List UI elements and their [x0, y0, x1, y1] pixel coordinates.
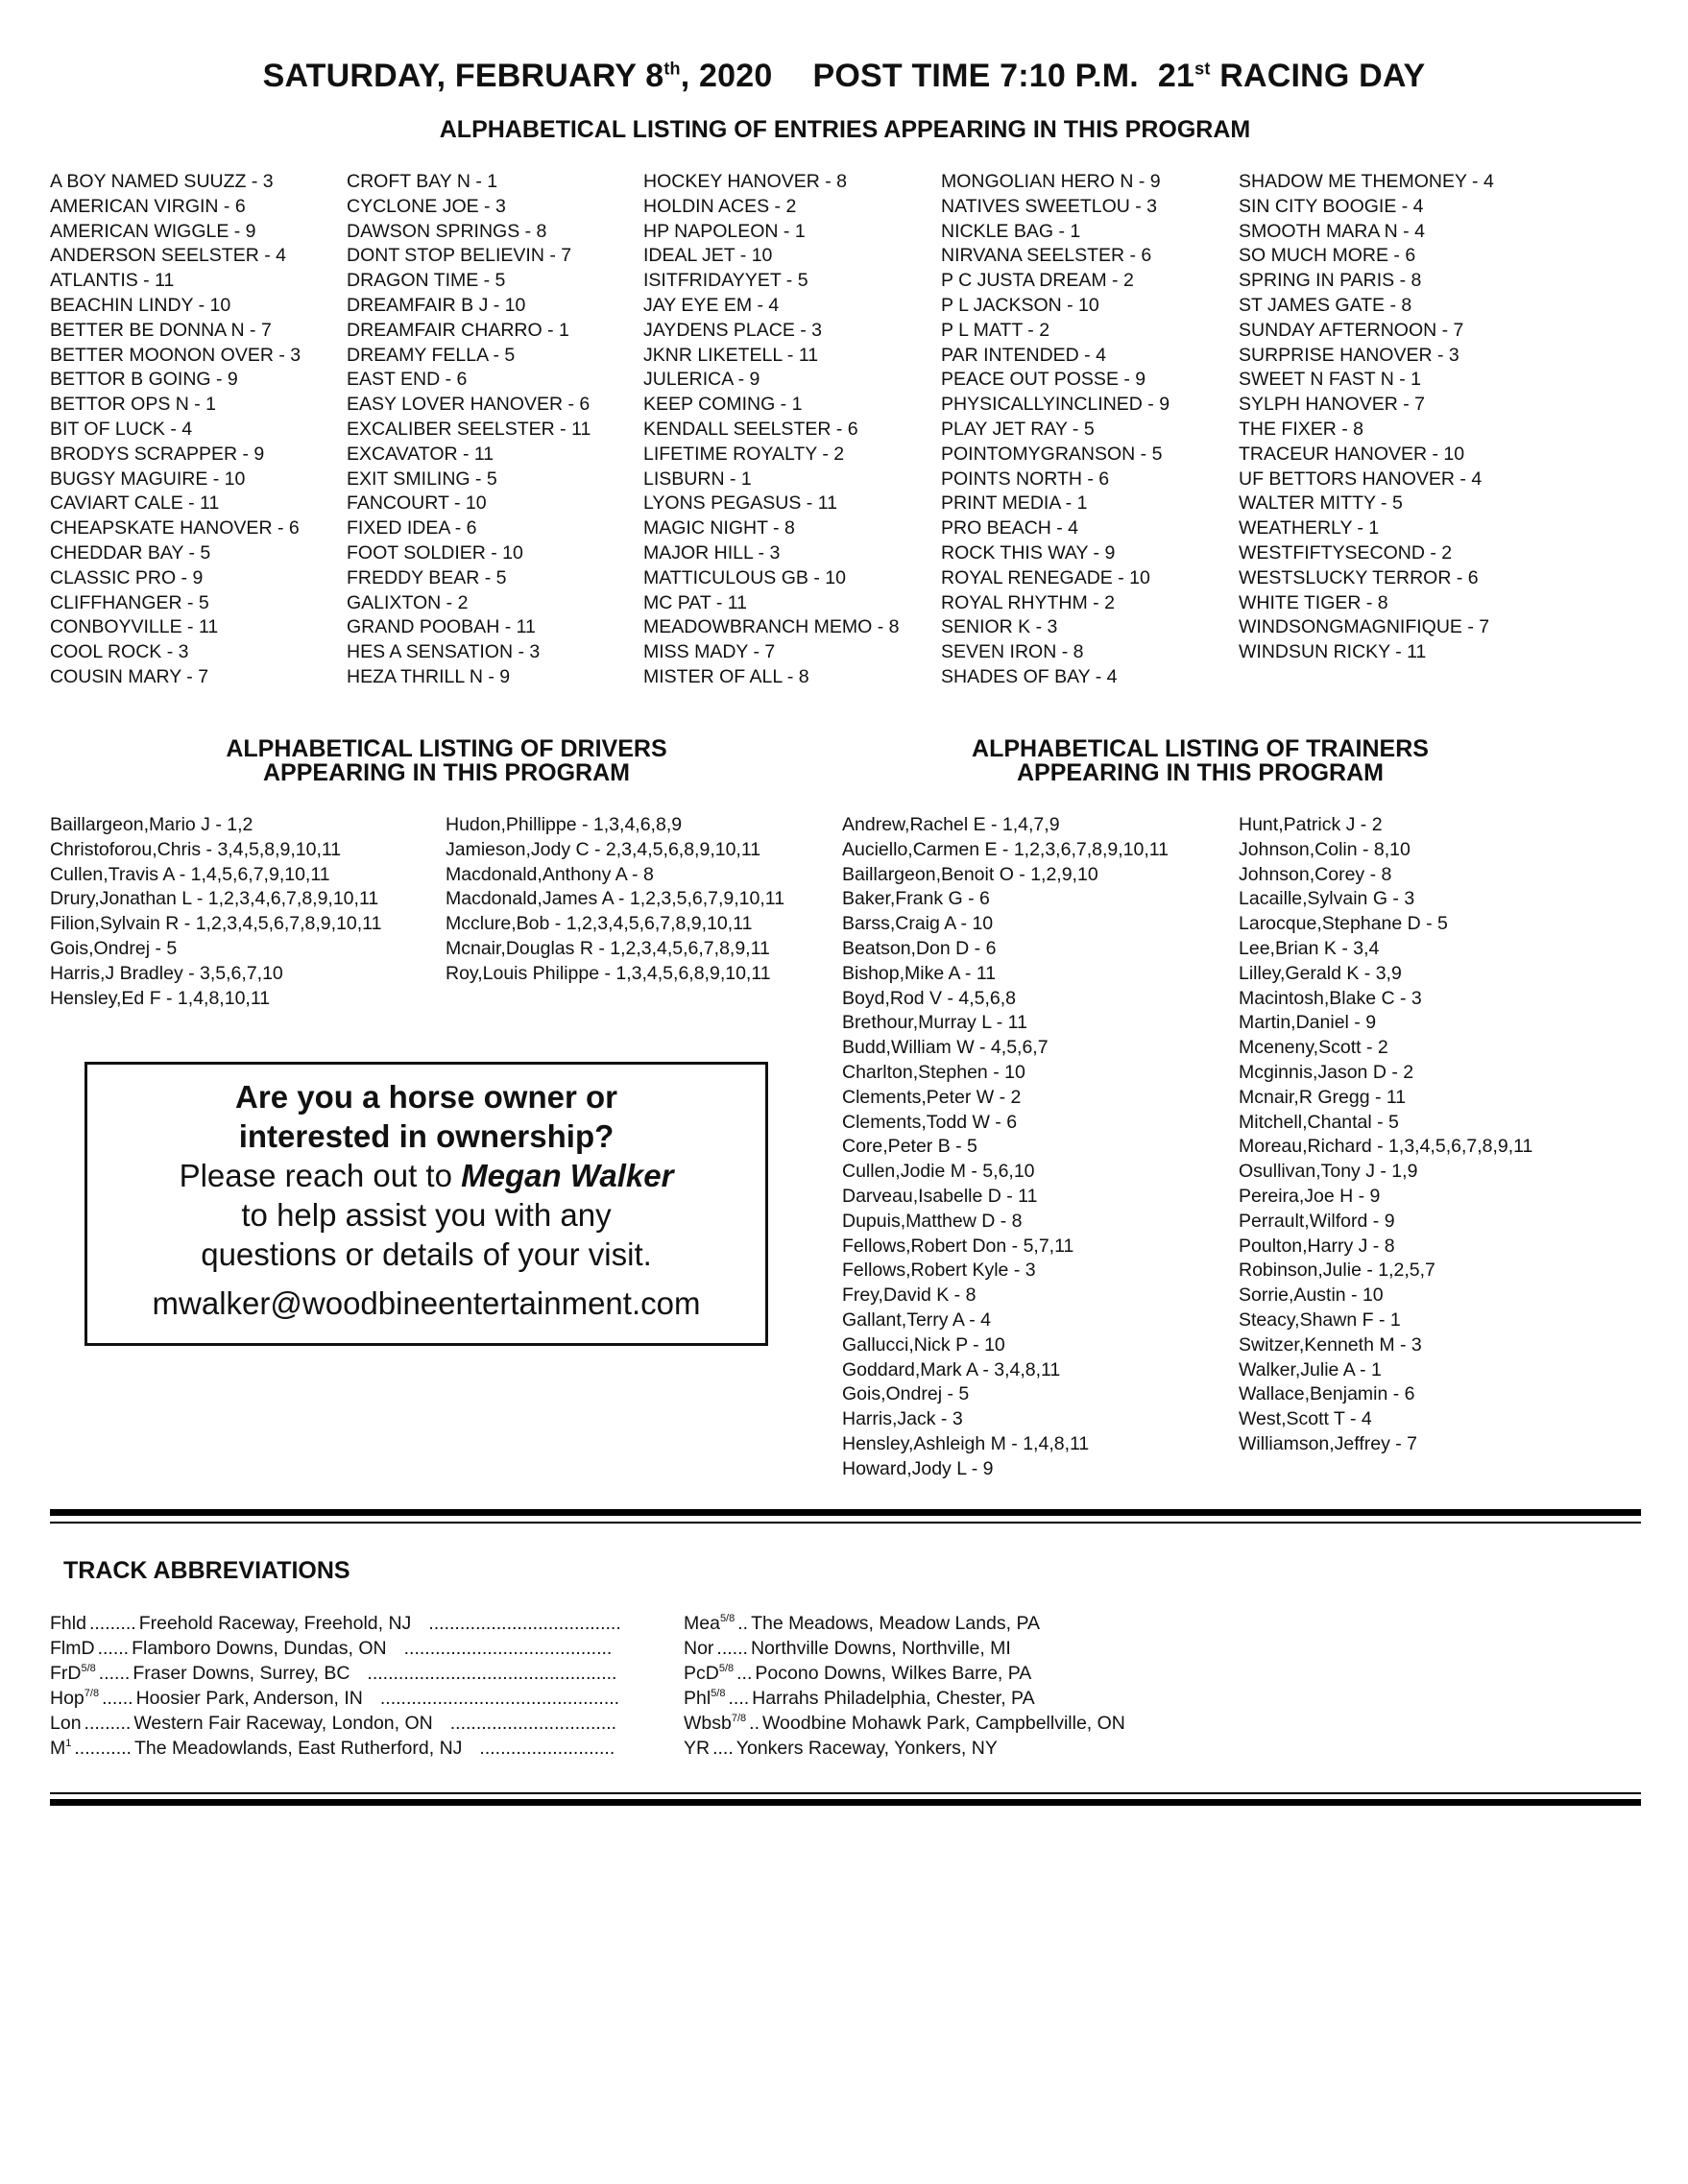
entry-item: SUNDAY AFTERNOON - 7: [1239, 319, 1464, 341]
entry-item: CLIFFHANGER - 5: [50, 591, 209, 613]
entry-item: CHEAPSKATE HANOVER - 6: [50, 517, 300, 540]
track-code: Fhld: [50, 1613, 86, 1634]
track-name: Woodbine Mohawk Park, Campbellville, ON: [762, 1713, 1125, 1734]
entry-item: MC PAT - 11: [643, 591, 747, 613]
entry-item: BETTER MOONON OVER - 3: [50, 344, 301, 366]
entry-item: WHITE TIGER - 8: [1239, 591, 1388, 613]
entry-item: FREDDY BEAR - 5: [347, 566, 507, 588]
track-code: FrD: [50, 1663, 82, 1684]
trainer-item: Williamson,Jeffrey - 7: [1239, 1432, 1418, 1454]
track-row: [50, 1688, 619, 1710]
entry-item: DREAMFAIR CHARRO - 1: [347, 319, 569, 341]
leader-dots: ......: [716, 1638, 748, 1659]
track-name: Freehold Raceway, Freehold, NJ: [138, 1613, 412, 1634]
trainer-item: Johnson,Corey - 8: [1239, 863, 1392, 885]
track-size: 1: [65, 1738, 72, 1749]
entry-item: NICKLE BAG - 1: [941, 220, 1081, 242]
entry-item: SPRING IN PARIS - 8: [1239, 270, 1422, 292]
leader-dots: ...........: [74, 1738, 132, 1759]
driver-item: Hudon,Phillippe - 1,3,4,6,8,9: [446, 814, 683, 835]
trainer-item: West,Scott T - 4: [1239, 1408, 1372, 1430]
track-name: Northville Downs, Northville, MI: [750, 1638, 1011, 1659]
trainer-item: Core,Peter B - 5: [842, 1136, 977, 1158]
entry-item: DONT STOP BELIEVIN - 7: [347, 245, 572, 267]
entries-column-4: [941, 170, 1170, 690]
track-row: [50, 1663, 616, 1685]
entry-item: FANCOURT - 10: [347, 492, 487, 515]
entry-item: PAR INTENDED - 4: [941, 344, 1106, 366]
trainer-item: Osullivan,Tony J - 1,9: [1239, 1161, 1418, 1183]
entry-item: FOOT SOLDIER - 10: [347, 541, 523, 564]
trainer-item: Dupuis,Matthew D - 8: [842, 1210, 1023, 1232]
entry-item: BIT OF LUCK - 4: [50, 418, 193, 440]
track-code: PcD: [684, 1663, 719, 1684]
track-name: Pocono Downs, Wilkes Barre, PA: [755, 1663, 1032, 1684]
owner-box-line5: questions or details of your visit.: [201, 1236, 652, 1272]
track-code: Hop: [50, 1688, 84, 1709]
entry-item: SHADES OF BAY - 4: [941, 665, 1118, 687]
entry-item: JKNR LIKETELL - 11: [643, 344, 819, 366]
trainer-item: Macintosh,Blake C - 3: [1239, 987, 1422, 1009]
trainer-item: Boyd,Rod V - 4,5,6,8: [842, 987, 1017, 1009]
entry-item: PLAY JET RAY - 5: [941, 418, 1095, 440]
entry-item: BETTER BE DONNA N - 7: [50, 319, 272, 341]
trainer-item: Martin,Daniel - 9: [1239, 1012, 1377, 1034]
owner-box-line3: Please reach out to Megan Walker: [179, 1158, 674, 1193]
divider-bottom-thin: [50, 1792, 1641, 1794]
trainer-item: Steacy,Shawn F - 1: [1239, 1308, 1401, 1331]
track-name: Hoosier Park, Anderson, IN: [135, 1688, 363, 1709]
entry-item: MEADOWBRANCH MEMO - 8: [643, 616, 900, 638]
trainer-item: Auciello,Carmen E - 1,2,3,6,7,8,9,10,11: [842, 838, 1170, 860]
owner-box-line1: Are you a horse owner or: [235, 1079, 617, 1115]
entry-item: IDEAL JET - 10: [643, 245, 773, 267]
trainer-item: Poulton,Harry J - 8: [1239, 1235, 1395, 1257]
drivers-column-1: [50, 813, 381, 1011]
track-abbreviations-heading: TRACK ABBREVIATIONS: [63, 1557, 350, 1584]
track-code: Lon: [50, 1713, 82, 1734]
leader-dots: .....................................: [428, 1613, 621, 1634]
track-size: 7/8: [731, 1713, 747, 1724]
trainer-item: Mceneny,Scott - 2: [1239, 1037, 1388, 1059]
entry-item: ROYAL RHYTHM - 2: [941, 591, 1115, 613]
track-size: 5/8: [81, 1663, 96, 1674]
driver-item: Cullen,Travis A - 1,4,5,6,7,9,10,11: [50, 863, 330, 885]
driver-item: Filion,Sylvain R - 1,2,3,4,5,6,7,8,9,10,11: [50, 913, 382, 935]
leader-dots: ..: [737, 1613, 749, 1634]
trainer-item: Harris,Jack - 3: [842, 1408, 963, 1430]
entry-item: WESTSLUCKY TERROR - 6: [1239, 566, 1479, 588]
trainer-item: Walker,Julie A - 1: [1239, 1358, 1382, 1380]
entry-item: JAYDENS PLACE - 3: [643, 319, 823, 341]
track-size: 5/8: [718, 1663, 735, 1674]
trainers-column-2: [1239, 813, 1532, 1457]
track-size: 7/8: [84, 1688, 100, 1699]
entry-item: LIFETIME ROYALTY - 2: [643, 443, 845, 465]
track-name: Flamboro Downs, Dundas, ON: [132, 1638, 387, 1659]
contact-email-link[interactable]: mwalker@woodbineentertainment.com: [152, 1285, 701, 1321]
leader-dots: ........................................: [403, 1638, 613, 1659]
entry-item: SURPRISE HANOVER - 3: [1239, 344, 1459, 366]
entry-item: SEVEN IRON - 8: [941, 641, 1084, 663]
entry-item: COUSIN MARY - 7: [50, 665, 209, 687]
trainer-item: Gallant,Terry A - 4: [842, 1308, 991, 1331]
entry-item: UF BETTORS HANOVER - 4: [1239, 468, 1483, 490]
entry-item: WEATHERLY - 1: [1239, 517, 1380, 540]
drivers-column-2: [446, 813, 784, 987]
racing-day: 21st RACING DAY: [1157, 58, 1426, 94]
contact-name: Megan Walker: [461, 1158, 674, 1193]
trainer-item: Switzer,Kenneth M - 3: [1239, 1333, 1422, 1356]
entry-item: NIRVANA SEELSTER - 6: [941, 245, 1152, 267]
track-code: Mea: [684, 1613, 720, 1634]
leader-dots: ................................: [449, 1713, 617, 1734]
trainer-item: Darveau,Isabelle D - 11: [842, 1185, 1038, 1207]
trainer-item: Bishop,Mike A - 11: [842, 962, 997, 984]
entry-item: MATTICULOUS GB - 10: [643, 566, 846, 588]
trainer-item: Barss,Craig A - 10: [842, 913, 994, 935]
trainer-item: Clements,Peter W - 2: [842, 1086, 1022, 1108]
entry-item: SYLPH HANOVER - 7: [1239, 394, 1425, 416]
entry-item: HOLDIN ACES - 2: [643, 195, 797, 217]
ownership-info-box: [84, 1062, 768, 1346]
driver-item: Mcnair,Douglas R - 1,2,3,4,5,6,7,8,9,11: [446, 937, 770, 959]
owner-box-line4: to help assist you with any: [241, 1197, 612, 1233]
entry-item: ATLANTIS - 11: [50, 270, 175, 292]
track-name: Harrahs Philadelphia, Chester, PA: [752, 1688, 1035, 1709]
driver-item: Jamieson,Jody C - 2,3,4,5,6,8,9,10,11: [446, 838, 761, 860]
leader-dots: ....: [728, 1688, 750, 1709]
track-code: YR: [684, 1738, 711, 1759]
track-code: Wbsb: [684, 1713, 732, 1734]
entry-item: TRACEUR HANOVER - 10: [1239, 443, 1465, 465]
entry-item: AMERICAN WIGGLE - 9: [50, 220, 256, 242]
entry-item: WESTFIFTYSECOND - 2: [1239, 541, 1453, 564]
trainer-item: Beatson,Don D - 6: [842, 937, 997, 959]
trainer-item: Brethour,Murray L - 11: [842, 1012, 1027, 1034]
track-size: 5/8: [711, 1688, 726, 1699]
owner-box-line2: interested in ownership?: [238, 1118, 615, 1154]
trainer-item: Hensley,Ashleigh M - 1,4,8,11: [842, 1432, 1090, 1454]
trainer-item: Pereira,Joe H - 9: [1239, 1185, 1381, 1207]
entry-item: BUGSY MAGUIRE - 10: [50, 468, 246, 490]
entry-item: ANDERSON SEELSTER - 4: [50, 245, 286, 267]
leader-dots: ......: [102, 1688, 133, 1709]
leader-dots: ..: [749, 1713, 760, 1734]
entry-item: HOCKEY HANOVER - 8: [643, 171, 848, 192]
drivers-heading: ALPHABETICAL LISTING OF DRIVERS APPEARING IN THIS PROGRAM: [226, 735, 667, 786]
entry-item: PRO BEACH - 4: [941, 517, 1079, 540]
leader-dots: .........: [84, 1713, 132, 1734]
leader-dots: ...: [736, 1663, 753, 1684]
driver-item: Macdonald,Anthony A - 8: [446, 863, 654, 885]
entry-item: DREAMY FELLA - 5: [347, 344, 516, 366]
entry-item: EAST END - 6: [347, 369, 468, 391]
trainer-item: Gallucci,Nick P - 10: [842, 1333, 1005, 1356]
entry-item: CONBOYVILLE - 11: [50, 616, 219, 638]
entry-item: DAWSON SPRINGS - 8: [347, 220, 547, 242]
trainer-item: Johnson,Colin - 8,10: [1239, 838, 1411, 860]
entry-item: MISS MADY - 7: [643, 641, 776, 663]
entry-item: CYCLONE JOE - 3: [347, 195, 506, 217]
entry-item: AMERICAN VIRGIN - 6: [50, 195, 246, 217]
trainer-item: Moreau,Richard - 1,3,4,5,6,7,8,9,11: [1239, 1136, 1533, 1158]
entry-item: SMOOTH MARA N - 4: [1239, 220, 1425, 242]
entry-item: ISITFRIDAYYET - 5: [643, 270, 808, 292]
trainer-item: Fellows,Robert Kyle - 3: [842, 1260, 1036, 1282]
trainer-item: Mcginnis,Jason D - 2: [1239, 1061, 1414, 1083]
driver-item: Hensley,Ed F - 1,4,8,10,11: [50, 987, 271, 1009]
leader-dots: ................................................: [367, 1663, 617, 1684]
trainer-item: Wallace,Benjamin - 6: [1239, 1383, 1415, 1405]
entry-item: EASY LOVER HANOVER - 6: [347, 394, 591, 416]
trainer-item: Goddard,Mark A - 3,4,8,11: [842, 1358, 1061, 1380]
trainer-item: Charlton,Stephen - 10: [842, 1061, 1025, 1083]
trainer-item: Lee,Brian K - 3,4: [1239, 937, 1380, 959]
trainer-item: Andrew,Rachel E - 1,4,7,9: [842, 814, 1060, 835]
entry-item: KEEP COMING - 1: [643, 394, 803, 416]
track-row: [684, 1713, 1125, 1735]
entry-item: CLASSIC PRO - 9: [50, 566, 204, 588]
track-code: Nor: [684, 1638, 714, 1659]
driver-item: Harris,J Bradley - 3,5,6,7,10: [50, 962, 283, 984]
entry-item: EXCAVATOR - 11: [347, 443, 494, 465]
entry-item: POINTS NORTH - 6: [941, 468, 1110, 490]
track-row: [684, 1738, 998, 1760]
track-row: [50, 1738, 615, 1760]
entry-item: JULERICA - 9: [643, 369, 760, 391]
track-code: Phl: [684, 1688, 711, 1709]
entry-item: ROCK THIS WAY - 9: [941, 541, 1116, 564]
trainer-item: Mcnair,R Gregg - 11: [1239, 1086, 1407, 1108]
entries-column-3: [643, 170, 900, 690]
entry-item: FIXED IDEA - 6: [347, 517, 477, 540]
track-row: [684, 1663, 1031, 1685]
entry-item: ST JAMES GATE - 8: [1239, 294, 1412, 316]
track-code: FlmD: [50, 1638, 95, 1659]
entry-item: BETTOR OPS N - 1: [50, 394, 217, 416]
entry-item: GALIXTON - 2: [347, 591, 469, 613]
track-name: The Meadows, Meadow Lands, PA: [751, 1613, 1041, 1634]
track-row: [50, 1613, 621, 1635]
entry-item: DRAGON TIME - 5: [347, 270, 506, 292]
driver-item: Macdonald,James A - 1,2,3,5,6,7,9,10,11: [446, 888, 785, 910]
post-time: POST TIME 7:10 P.M.: [812, 58, 1139, 94]
entry-item: HP NAPOLEON - 1: [643, 220, 806, 242]
driver-item: Gois,Ondrej - 5: [50, 937, 178, 959]
entries-column-5: [1239, 170, 1494, 665]
entry-item: P L JACKSON - 10: [941, 294, 1099, 316]
track-row: [50, 1638, 612, 1660]
entry-item: CROFT BAY N - 1: [347, 171, 498, 192]
divider-top-thick: [50, 1509, 1641, 1516]
entries-column-2: [347, 170, 591, 690]
trainer-item: Fellows,Robert Don - 5,7,11: [842, 1235, 1074, 1257]
trainer-item: Mitchell,Chantal - 5: [1239, 1111, 1399, 1133]
track-name: Western Fair Raceway, London, ON: [133, 1713, 433, 1734]
trainer-item: Howard,Jody L - 9: [842, 1457, 994, 1479]
entry-item: DREAMFAIR B J - 10: [347, 294, 526, 316]
driver-item: Roy,Louis Philippe - 1,3,4,5,6,8,9,10,11: [446, 962, 771, 984]
track-code: M: [50, 1738, 66, 1759]
entry-item: CAVIART CALE - 11: [50, 492, 220, 515]
leader-dots: ......: [97, 1638, 130, 1659]
track-row: [50, 1713, 616, 1735]
entry-item: KENDALL SEELSTER - 6: [643, 418, 858, 440]
entry-item: THE FIXER - 8: [1239, 418, 1364, 440]
trainer-item: Lilley,Gerald K - 3,9: [1239, 962, 1402, 984]
driver-item: Mcclure,Bob - 1,2,3,4,5,6,7,8,9,10,11: [446, 913, 753, 935]
entry-item: EXCALIBER SEELSTER - 11: [347, 418, 591, 440]
entry-item: BETTOR B GOING - 9: [50, 369, 238, 391]
track-size: 5/8: [719, 1613, 735, 1624]
divider-bottom-thick: [50, 1799, 1641, 1806]
entry-item: MAJOR HILL - 3: [643, 541, 781, 564]
entry-item: SHADOW ME THEMONEY - 4: [1239, 171, 1494, 192]
entry-item: HEZA THRILL N - 9: [347, 665, 511, 687]
leader-dots: ....: [712, 1738, 734, 1759]
entries-column-1: [50, 170, 301, 690]
entry-item: LISBURN - 1: [643, 468, 752, 490]
leader-dots: .........: [88, 1613, 136, 1634]
entry-item: P C JUSTA DREAM - 2: [941, 270, 1134, 292]
trainers-heading: ALPHABETICAL LISTING OF TRAINERS APPEARING IN THIS PROGRAM: [972, 735, 1429, 786]
leader-dots: ..........................: [479, 1738, 615, 1759]
track-name: Yonkers Raceway, Yonkers, NY: [735, 1738, 998, 1759]
trainer-item: Perrault,Wilford - 9: [1239, 1210, 1395, 1232]
entry-item: SENIOR K - 3: [941, 616, 1058, 638]
trainer-item: Clements,Todd W - 6: [842, 1111, 1018, 1133]
trainer-item: Larocque,Stephane D - 5: [1239, 913, 1448, 935]
trainer-item: Budd,William W - 4,5,6,7: [842, 1037, 1049, 1059]
entry-item: WALTER MITTY - 5: [1239, 492, 1403, 515]
trainer-item: Lacaille,Sylvain G - 3: [1239, 888, 1415, 910]
entry-item: ROYAL RENEGADE - 10: [941, 566, 1150, 588]
entries-heading: ALPHABETICAL LISTING OF ENTRIES APPEARING IN THIS PROGRAM: [439, 116, 1251, 143]
entry-item: JAY EYE EM - 4: [643, 294, 780, 316]
trainer-item: Frey,David K - 8: [842, 1284, 977, 1307]
entry-item: POINTOMYGRANSON - 5: [941, 443, 1163, 465]
leader-dots: ......: [98, 1663, 131, 1684]
trainer-item: Hunt,Patrick J - 2: [1239, 814, 1383, 835]
driver-item: Christoforou,Chris - 3,4,5,8,9,10,11: [50, 838, 342, 860]
entry-item: A BOY NAMED SUUZZ - 3: [50, 171, 274, 192]
trainers-column-1: [842, 813, 1169, 1482]
entry-item: BEACHIN LINDY - 10: [50, 294, 231, 316]
entry-item: SWEET N FAST N - 1: [1239, 369, 1421, 391]
entry-item: GRAND POOBAH - 11: [347, 616, 536, 638]
leader-dots: ..............................................: [379, 1688, 620, 1709]
divider-top-thin: [50, 1522, 1641, 1524]
entry-item: PEACE OUT POSSE - 9: [941, 369, 1146, 391]
entry-item: MISTER OF ALL - 8: [643, 665, 809, 687]
entry-item: COOL ROCK - 3: [50, 641, 189, 663]
entry-item: PRINT MEDIA - 1: [941, 492, 1088, 515]
trainer-item: Gois,Ondrej - 5: [842, 1383, 970, 1405]
entry-item: BRODYS SCRAPPER - 9: [50, 443, 265, 465]
track-row: [684, 1638, 1011, 1660]
entry-item: MONGOLIAN HERO N - 9: [941, 171, 1161, 192]
entry-item: SO MUCH MORE - 6: [1239, 245, 1416, 267]
entry-item: HES A SENSATION - 3: [347, 641, 541, 663]
trainer-item: Baker,Frank G - 6: [842, 888, 990, 910]
trainer-item: Baillargeon,Benoit O - 1,2,9,10: [842, 863, 1098, 885]
entry-item: WINDSUN RICKY - 11: [1239, 641, 1427, 663]
entry-item: LYONS PEGASUS - 11: [643, 492, 837, 515]
driver-item: Baillargeon,Mario J - 1,2: [50, 814, 253, 835]
entry-item: P L MATT - 2: [941, 319, 1050, 341]
page-title: [0, 58, 1688, 95]
entry-item: NATIVES SWEETLOU - 3: [941, 195, 1158, 217]
entry-item: WINDSONGMAGNIFIQUE - 7: [1239, 616, 1490, 638]
track-name: Fraser Downs, Surrey, BC: [133, 1663, 350, 1684]
entry-item: PHYSICALLYINCLINED - 9: [941, 394, 1170, 416]
entry-item: EXIT SMILING - 5: [347, 468, 497, 490]
race-date: SATURDAY, FEBRUARY 8th, 2020: [262, 58, 773, 94]
track-row: [684, 1613, 1040, 1635]
trainer-item: Robinson,Julie - 1,2,5,7: [1239, 1260, 1435, 1282]
trainer-item: Sorrie,Austin - 10: [1239, 1284, 1384, 1307]
track-row: [684, 1688, 1035, 1710]
track-name: The Meadowlands, East Rutherford, NJ: [133, 1738, 463, 1759]
driver-item: Drury,Jonathan L - 1,2,3,4,6,7,8,9,10,11: [50, 888, 379, 910]
trainer-item: Cullen,Jodie M - 5,6,10: [842, 1161, 1035, 1183]
entry-item: SIN CITY BOOGIE - 4: [1239, 195, 1424, 217]
entry-item: MAGIC NIGHT - 8: [643, 517, 795, 540]
entry-item: CHEDDAR BAY - 5: [50, 541, 211, 564]
